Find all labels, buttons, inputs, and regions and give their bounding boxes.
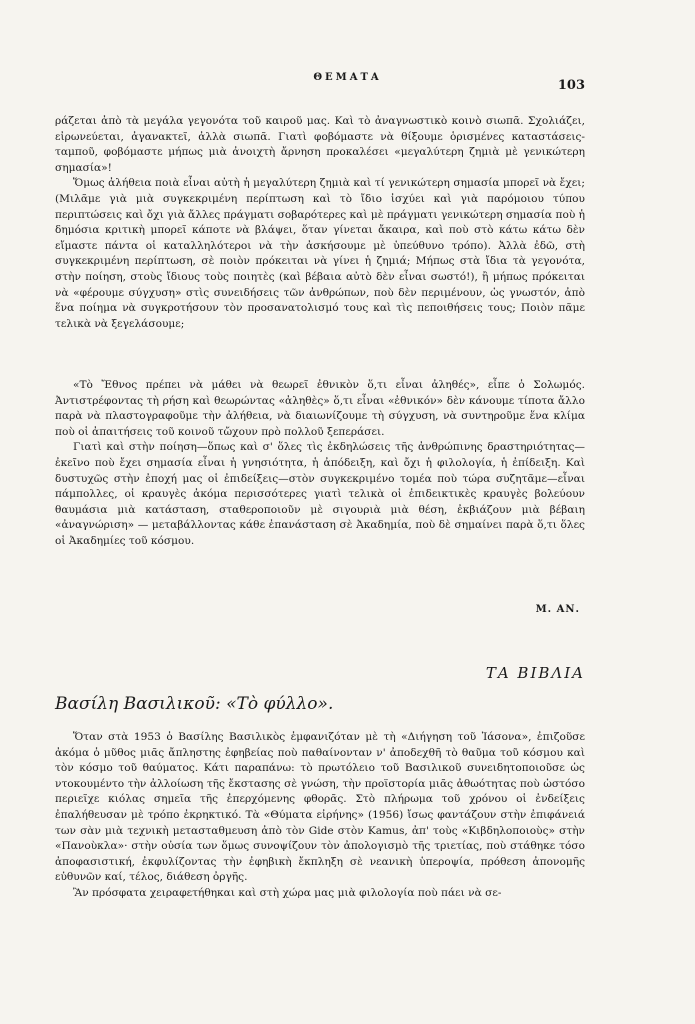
article-paragraph: Ὅμως ἀλήθεια ποιὰ εἶναι αὐτὴ ἡ μεγαλύτερη ζημιὰ καὶ τί γενικώτερη σημασία μπορεῖ νὰ ἔχει; (Μιλᾶμε γιὰ μιὰ συγκεκριμένη περίπτωση καὶ τὸ ἴδιο ἰσχύει καὶ γιὰ παρόμοιου τύπου περιπτώσεις καὶ ὄχι γιὰ ἄλλες πράγματι σοβαρότερες καὶ μὲ πράγματι γενικώτερη σημασία ποὺ ἡ δημόσια κριτικὴ μπορεῖ κάποτε νὰ βλάψει, ὅταν γίνεται ἄκαιρα, καὶ ποὺ στὸ κάτω κάτω δὲν εἴμαστε πάντα οἱ καταλληλότεροι νὰ τὴν ἀσκήσουμε μὲ ὑπεύθυνο τρόπο). Ἀλλὰ ἐδῶ, στὴ συγκεκριμένη περίπτωση, σὲ ποιὸν πρόκειται νὰ γίνει ἡ ζημιά; Μήπως στὰ ἴδια τὰ γεγονότα, στὴν ποίηση, στοὺς ἴδιους τοὺς ποιητὲς (καὶ βέβαια αὐτὸ δὲν εἶναι σωστό!), ἢ μήπως πρόκειται νὰ «φέρουμε σύγχυση» στὶς συνειδήσεις τῶν ἀνθρώπων, ποὺ δὲν περιμένουν, ὡς γνωστόν, ἀπὸ ἕνα ποίημα νὰ συγκροτήσουν τὸν προσανατολισμό τους καὶ τὶς πεποιθήσεις τους; Ποιὸν πᾶμε τελικὰ νὰ ξεγελάσουμε; [55,177,585,330]
article-paragraph: ράζεται ἀπὸ τὰ μεγάλα γεγονότα τοῦ καιροῦ μας. Καὶ τὸ ἀναγνωστικὸ κοινὸ σιωπᾶ. Σχολιάζει, εἰρωνεύεται, ἀγανακτεῖ, ἀλλὰ σιωπᾶ. Γιατὶ φοβόμαστε νὰ θίξουμε ὁρισμένες καταστάσεις-ταμποῦ, φοβόμαστε μήπως μιὰ ἀνοιχτὴ ἄρνηση προκαλέσει «μεγαλύτερη ζημιὰ μὲ γενικώτερη σημασία»! [55,115,585,174]
running-title: ΘΕΜΑΤΑ [313,72,382,83]
review-paragraph: Ἂν πρόσφατα χειραφετήθηκαι καὶ στὴ χώρα μας μιὰ φιλολογία ποὺ πάει νὰ σε- [73,886,502,899]
section-heading: ΤΑ ΒΙΒΛΙΑ [485,664,585,682]
article-paragraph: Γιατὶ καὶ στὴν ποίηση—ὅπως καὶ σ' ὅλες τὶς ἐκδηλώσεις τῆς ἀνθρώπινης δραστηριότητας—ἐκεῖνο ποὺ ἔχει σημασία εἶναι ἡ γνησιότητα, ἡ ἀπόδειξη, καὶ ὄχι ἡ φιλολογία, ἡ ἐπίδειξη. Καὶ δυστυχῶς στὴν ἐποχή μας οἱ ἐπιδείξεις—στὸν συγκεκριμένο τομέα ποὺ τώρα συζητᾶμε—εἶναι πάμπολλες, οἱ κραυγὲς ἀκόμα περισσότερες γιατὶ τελικὰ οἱ ἐπιδεικτικὲς κραυγὲς βολεύουν θαυμάσια μιὰ κατάσταση, σταθεροποιοῦν μὲ σιγουριὰ μιὰ θέση, ἐκβιάζουν μιὰ βέβαιη «ἀναγνώριση» — μεταβάλλοντας κάθε ἐπανάσταση σὲ Ἀκαδημία, ποὺ δὲ σημαίνει παρὰ ὅ,τι ὅλες οἱ Ἀκαδημίες τοῦ κόσμου. [55,441,585,547]
book-review-title: Βασίλη Βασιλικοῦ: «Τὸ φύλλο». [55,694,334,714]
article-body [55,114,585,332]
review-paragraph: Ὅταν στὰ 1953 ὁ Βασίλης Βασιλικὸς ἐμφανιζόταν μὲ τὴ «Διήγηση τοῦ Ἰάσονα», ἐπιζοῦσε ἀκόμα ὁ μῦθος μιᾶς ἄπληστης ἐφηβείας ποὺ παθαίνονταν ν' ἀποδεχθῆ τὸ θαῦμα τοῦ κόσμου καὶ τὸν κόσμο τοῦ θαύματος. Κάτι παραπάνω: τὸ πρωτόλειο τοῦ Βασιλικοῦ συνειδητοποιοῦσε ὡς ντοκουμέντο τὴν ἀλλοίωση τῆς ἔκστασης σὲ γνώση, τὴν προϊστορία μιᾶς ἀθωότητας ποὺ ὡστόσο περιεῖχε κιόλας σημεῖα τῆς ἐπερχόμενης φθορᾶς. Στὸ πλήρωμα τοῦ χρόνου οἱ ἐνδείξεις ἐπαλήθευσαν μὲ τρόπο ἐκρηκτικό. Τὰ «Θύματα εἰρήνης» (1956) ἴσως φαντάζουν στὴν ἐπιφάνειά των σὰν μιὰ τεχνικὴ μετασταθμευση ἀπὸ τὸν Gide στὸν Kamus, ἀπ' τοὺς «Κιβδηλοποιοὺς» στὴν «Πανοὺκλα»· στὴν οὐσία των ὅμως συνοψίζουν τὸν ἀπολογισμὸ τῆς τριετίας, ποὺ στάθηκε τόσο ἀποφασιστική, ἐκφυλίζοντας τὴν ἐφηβικὴ ἔκπληξη σὲ νεανικὴ ὑπεροψία, πρόθεση ἀπονομῆς εὐθυνῶν καί, τέλος, διάθεση ὀργῆς. [55,731,585,884]
article-quote-section [55,378,585,550]
author-signature: Μ. ΑΝ. [535,604,580,615]
article-paragraph: «Τὸ Ἔθνος πρέπει νὰ μάθει νὰ θεωρεῖ ἐθνικὸν ὅ,τι εἶναι ἀληθές», εἶπε ὁ Σολωμός. Ἀντιστρέφοντας τὴ ρήση καὶ θεωρώντας «ἀληθὲς» ὅ,τι εἶναι «ἐθνικόν» δὲν κάνουμε τίποτα ἄλλο παρὰ νὰ πλαστογραφοῦμε τὴν ἀλήθεια, νὰ διαιωνίζουμε τὴ σύγχυση, νὰ συντηροῦμε ἕνα κλίμα ποὺ οἱ ἀπαιτήσεις τοῦ κοινοῦ τὤχουν πρὸ πολλοῦ ξεπεράσει. [55,379,585,438]
page-number: 103 [557,78,585,93]
book-review-body [55,730,585,902]
